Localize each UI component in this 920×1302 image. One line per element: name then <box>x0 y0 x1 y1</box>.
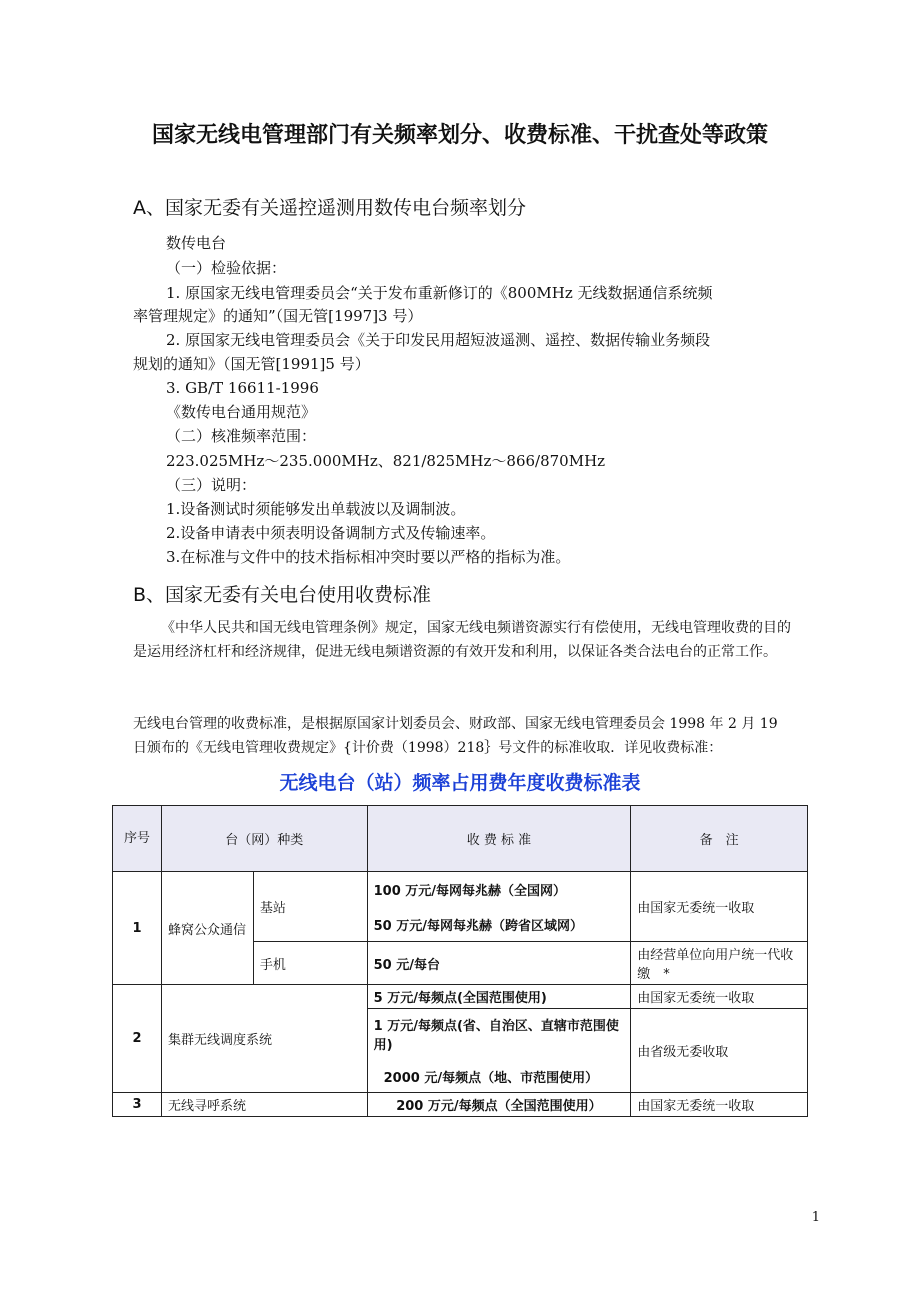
section-a-line: 数传电台 <box>166 234 227 252</box>
fee-table <box>112 805 808 1117</box>
section-a-line: 223.025MHz～235.000MHz、821/825MHz～866/870MHz <box>166 452 606 470</box>
fee-line: 100 万元/每网每兆赫（全国网） <box>373 883 567 899</box>
section-a-line: 1. 原国家无线电管理委员会“关于发布重新修订的《800MHz 无线数据通信系统频 <box>166 284 713 302</box>
row-note: 由省级无委收取 <box>631 1009 808 1093</box>
row-fee: 5 万元/每频点(全国范围使用) <box>367 985 631 1009</box>
section-a-line: （三）说明： <box>166 476 257 494</box>
row-subtype: 基站 <box>253 872 367 942</box>
row-fee <box>367 1009 631 1093</box>
row-fee: 50 元/每台 <box>367 942 631 985</box>
fee-table-title: 无线电台（站）频率占用费年度收费标准表 <box>279 772 641 794</box>
row-subtype: 手机 <box>253 942 367 985</box>
row-no: 2 <box>113 985 162 1093</box>
document-title: 国家无线电管理部门有关频率划分、收费标准、干扰查处等政策 <box>151 123 768 148</box>
section-b-paragraph-2: 无线电台管理的收费标准，是根据原国家计划委员会、财政部、国家无线电管理委员会 1998 年 2 月 19 日颁布的《无线电管理收费规定》{计价费（1998）218｝号文件的标准收取．详见收费标准： <box>133 716 778 756</box>
row-note: 由经营单位向用户统一代收缴 * <box>631 942 808 985</box>
row-note: 由国家无委统一收取 <box>631 985 808 1009</box>
row-type: 无线寻呼系统 <box>161 1093 367 1117</box>
fee-line: 50 万元/每网每兆赫（跨省区域网） <box>373 918 584 934</box>
row-type: 蜂窝公众通信 <box>161 872 253 985</box>
page-number: 1 <box>811 1210 820 1225</box>
row-no: 3 <box>113 1093 162 1117</box>
fee-line: 1 万元/每频点(省、自治区、直辖市范围使用) <box>373 1019 619 1053</box>
section-b-paragraph-1: 《中华人民共和国无线电管理条例》规定，国家无线电频谱资源实行有偿使用，无线电管理收费的目的是运用经济杠杆和经济规律，促进无线电频谱资源的有效开发和利用，以保证各类合法电台的正常工作。 <box>133 620 791 660</box>
section-a-line: 2.设备申请表中须表明设备调制方式及传输速率。 <box>166 524 496 542</box>
section-b-heading: B、国家无委有关电台使用收费标准 <box>133 584 432 606</box>
row-type: 集群无线调度系统 <box>161 985 367 1093</box>
row-note: 由国家无委统一收取 <box>631 1093 808 1117</box>
section-a-line: （一）检验依据： <box>166 259 287 277</box>
section-a-line: 3.在标准与文件中的技术指标相冲突时要以严格的指标为准。 <box>166 548 571 566</box>
header-note: 备 注 <box>631 806 808 872</box>
row-fee <box>367 872 631 942</box>
row-fee: 200 万元/每频点（全国范围使用） <box>367 1093 631 1117</box>
section-a-line: 1.设备测试时须能够发出单载波以及调制波。 <box>166 500 466 518</box>
header-fee: 收 费 标 准 <box>367 806 631 872</box>
header-no: 序号 <box>113 806 162 872</box>
table-header-row <box>113 806 808 872</box>
section-a-line: 《数传电台通用规范》 <box>166 403 317 421</box>
table-row <box>113 1093 808 1117</box>
section-a-line: 2. 原国家无线电管理委员会《关于印发民用超短波遥测、遥控、数据传输业务频段 <box>166 331 711 349</box>
section-a-line: （二）核准频率范围： <box>166 427 317 445</box>
section-a-heading: A、国家无委有关遥控遥测用数传电台频率划分 <box>133 197 526 219</box>
section-a-line: 3. GB/T 16611-1996 <box>166 379 319 397</box>
table-row <box>113 872 808 942</box>
header-type: 台（网）种类 <box>161 806 367 872</box>
row-note: 由国家无委统一收取 <box>631 872 808 942</box>
section-a-line: 规划的通知》（国无管[1991]5 号） <box>133 355 370 373</box>
row-no: 1 <box>113 872 162 985</box>
table-row <box>113 985 808 1009</box>
fee-line: 2000 元/每频点（地、市范围使用） <box>383 1071 599 1086</box>
section-a-line: 率管理规定》的通知”（国无管[1997]3 号） <box>133 307 423 325</box>
